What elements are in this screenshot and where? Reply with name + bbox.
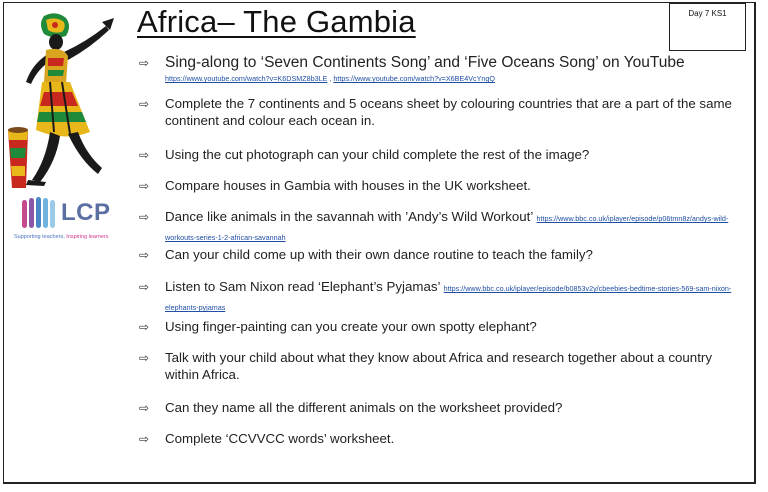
arrow-bullet-icon: ⇨ bbox=[139, 401, 150, 415]
arrow-bullet-icon: ⇨ bbox=[139, 148, 150, 162]
youtube-link-continents[interactable]: https://www.youtube.com/watch?v=K6DSMZ8b3LE bbox=[165, 74, 328, 83]
item-text: Talk with your child about what they know about Africa and research together about a country within Africa. bbox=[165, 350, 712, 382]
item-text: Sing-along to ‘Seven Continents Song’ and ‘Five Oceans Song’ on YouTube bbox=[165, 54, 685, 71]
item-text: Complete ‘CCVVCC words’ worksheet. bbox=[165, 431, 395, 446]
item-text: Can your child come up with their own dance routine to teach the family? bbox=[165, 247, 593, 262]
arrow-bullet-icon: ⇨ bbox=[139, 56, 150, 70]
item-text: Complete the 7 continents and 5 oceans sheet by colouring countries that are a part of the same continent and colour each ocean in. bbox=[165, 96, 732, 128]
arrow-bullet-icon: ⇨ bbox=[139, 97, 150, 111]
arrow-bullet-icon: ⇨ bbox=[139, 320, 150, 334]
arrow-bullet-icon: ⇨ bbox=[139, 248, 150, 262]
arrow-bullet-icon: ⇨ bbox=[139, 280, 150, 294]
item-text: Using finger-painting can you create your own spotty elephant? bbox=[165, 319, 537, 334]
page-title: Africa– The Gambia bbox=[137, 4, 416, 39]
arrow-bullet-icon: ⇨ bbox=[139, 351, 150, 365]
logo-tagline bbox=[14, 234, 108, 240]
youtube-link-oceans[interactable]: https://www.youtube.com/watch?v=X6BE4VcYngQ bbox=[333, 74, 496, 83]
lcp-logo bbox=[14, 196, 124, 248]
arrow-bullet-icon: ⇨ bbox=[139, 210, 150, 224]
tagline-part2: Inspiring learners bbox=[66, 234, 109, 240]
item-text: Compare houses in Gambia with houses in the UK worksheet. bbox=[165, 178, 531, 193]
item-text: Can they name all the different animals on the worksheet provided? bbox=[165, 400, 563, 415]
item-text: Listen to Sam Nixon read ‘Elephant’s Pyjamas’ bbox=[165, 279, 440, 294]
day-label-box bbox=[669, 3, 746, 51]
day-label: Day 7 KS1 bbox=[688, 9, 727, 18]
item-text: Using the cut photograph can your child complete the rest of the image? bbox=[165, 147, 590, 162]
bbc-link-wild-workout[interactable]: https://www.bbc.co.uk/iplayer/episode/p06tmn8z/andys-wild-workouts-series-1-2-african-savannah bbox=[165, 214, 729, 242]
bbc-link-elephants-pyjamas[interactable]: https://www.bbc.co.uk/iplayer/episode/b0853v2y/cbeebies-bedtime-stories-569-sam-nixon-elephants-pyjamas bbox=[165, 284, 732, 312]
logo-bars-icon bbox=[20, 196, 56, 230]
arrow-bullet-icon: ⇨ bbox=[139, 179, 150, 193]
logo-brand: LCP bbox=[61, 199, 111, 226]
link-separator: , bbox=[327, 74, 334, 83]
arrow-bullet-icon: ⇨ bbox=[139, 432, 150, 446]
tagline-part1: Supporting teachers, bbox=[14, 234, 67, 240]
african-dancer-illustration bbox=[6, 12, 128, 192]
item-text: Dance like animals in the savannah with ’Andy’s Wild Workout’ bbox=[165, 209, 533, 224]
